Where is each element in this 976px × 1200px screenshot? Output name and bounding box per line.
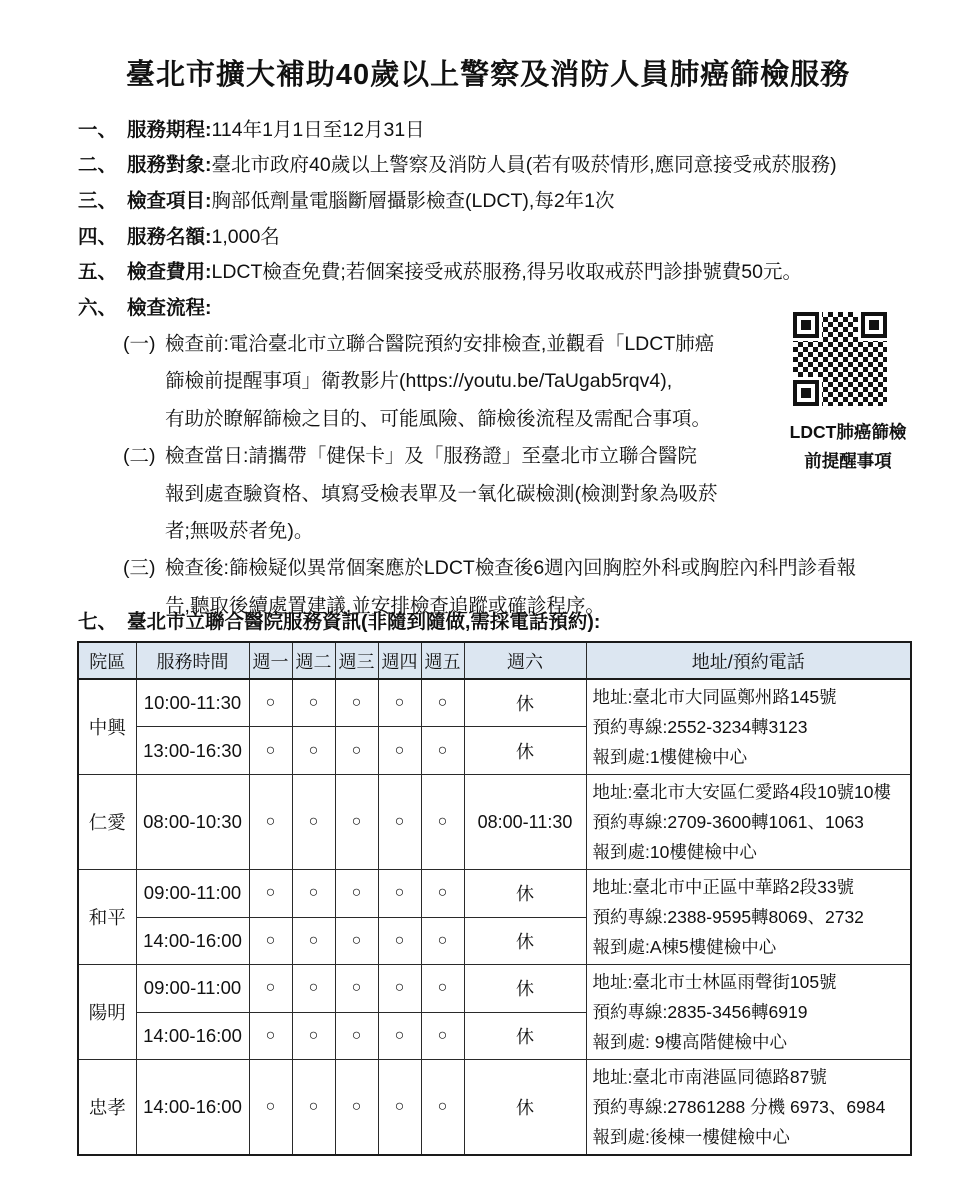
- address-line: 報到處:後棟一樓健檢中心: [592, 1127, 790, 1147]
- list-item: [78, 252, 938, 288]
- day-cell: ○: [421, 965, 464, 1013]
- item-text: 1,000名: [211, 225, 280, 248]
- subitem-line: 檢查前:電洽臺北市立聯合醫院預約安排檢查,並觀看「LDCT肺癌: [165, 333, 715, 355]
- table-row: [78, 870, 911, 918]
- day-cell: ○: [378, 870, 421, 918]
- campus-cell: 和平: [78, 870, 136, 965]
- item-text: 胸部低劑量電腦斷層攝影檢查(LDCT),每2年1次: [211, 189, 615, 212]
- address-line: 地址:臺北市大安區仁愛路4段10號10樓: [592, 782, 892, 802]
- day-cell: ○: [378, 727, 421, 775]
- header-sat: 週六: [464, 642, 586, 679]
- day-cell: ○: [292, 1060, 335, 1156]
- subitem-marker: (二): [123, 445, 156, 468]
- address-cell: [586, 1060, 911, 1156]
- day-cell: ○: [292, 679, 335, 727]
- item-label: 服務對象:: [127, 154, 212, 177]
- time-cell: 14:00-16:00: [136, 1060, 249, 1156]
- item-text: 114年1月1日至12月31日: [211, 118, 425, 141]
- service-table: [77, 641, 912, 1156]
- item-number: 二、: [78, 154, 118, 177]
- day-cell: ○: [335, 775, 378, 870]
- day-cell: ○: [292, 870, 335, 918]
- saturday-cell: 08:00-11:30: [464, 775, 586, 870]
- saturday-cell: 休: [464, 965, 586, 1013]
- campus-cell: 忠孝: [78, 1060, 136, 1156]
- time-cell: 09:00-11:00: [136, 965, 249, 1013]
- qr-finder-icon: [861, 312, 887, 338]
- item-label: 檢查費用:: [127, 261, 212, 284]
- day-cell: ○: [335, 727, 378, 775]
- address-line: 預約專線:27861288 分機 6973、6984: [592, 1097, 886, 1117]
- page-title: 臺北市擴大補助40歲以上警察及消防人員肺癌篩檢服務: [125, 59, 851, 91]
- address-line: 地址:臺北市中正區中華路2段33號: [592, 877, 855, 897]
- day-cell: ○: [378, 1060, 421, 1156]
- day-cell: ○: [335, 965, 378, 1013]
- campus-cell: 中興: [78, 679, 136, 775]
- list-item: [78, 181, 938, 217]
- day-cell: ○: [292, 727, 335, 775]
- time-cell: 14:00-16:00: [136, 1012, 249, 1060]
- item-label: 檢查項目:: [127, 189, 212, 212]
- table-row: [78, 679, 911, 727]
- table-row: [78, 1060, 911, 1156]
- subitem-marker: (三): [123, 557, 156, 580]
- day-cell: ○: [292, 917, 335, 965]
- item-label: 檢查流程:: [127, 296, 212, 319]
- day-cell: ○: [421, 917, 464, 965]
- section-seven-title: 臺北市立聯合醫院服務資訊(非隨到隨做,需採電話預約):: [127, 611, 601, 633]
- address-line: 報到處:1樓健檢中心: [592, 747, 748, 767]
- saturday-cell: 休: [464, 1060, 586, 1156]
- address-line: 預約專線:2709-3600轉1061、1063: [592, 812, 864, 832]
- campus-cell: 陽明: [78, 965, 136, 1060]
- day-cell: ○: [421, 679, 464, 727]
- day-cell: ○: [378, 775, 421, 870]
- day-cell: ○: [335, 1060, 378, 1156]
- qr-code-icon: [793, 312, 887, 406]
- day-cell: ○: [249, 870, 292, 918]
- address-line: 預約專線:2552-3234轉3123: [592, 717, 808, 737]
- day-cell: ○: [292, 965, 335, 1013]
- subitem-line: 者;無吸菸者免)。: [165, 520, 314, 543]
- subitem-line: 報到處查驗資格、填寫受檢表單及一氧化碳檢測(檢測對象為吸菸: [165, 482, 718, 505]
- item-number: 七、: [78, 611, 118, 633]
- address-line: 報到處:10樓健檢中心: [592, 842, 757, 862]
- address-line: 報到處:A棟5樓健檢中心: [592, 937, 777, 957]
- address-line: 報到處: 9樓高階健檢中心: [592, 1032, 787, 1052]
- day-cell: ○: [378, 1012, 421, 1060]
- time-cell: 10:00-11:30: [136, 679, 249, 727]
- saturday-cell: 休: [464, 917, 586, 965]
- day-cell: ○: [378, 917, 421, 965]
- address-cell: [586, 775, 911, 870]
- qr-caption: [778, 418, 918, 476]
- saturday-cell: 休: [464, 870, 586, 918]
- subitem-line: 檢查當日:請攜帶「健保卡」及「服務證」至臺北市立聯合醫院: [165, 445, 697, 468]
- campus-cell: 仁愛: [78, 775, 136, 870]
- day-cell: ○: [421, 1060, 464, 1156]
- address-line: 地址:臺北市南港區同德路87號: [592, 1067, 827, 1087]
- header-fri: 週五: [421, 642, 464, 679]
- item-label: 服務期程:: [127, 118, 212, 141]
- item-text: LDCT檢查免費;若個案接受戒菸服務,得另收取戒菸門診掛號費50元。: [211, 261, 802, 284]
- address-cell: [586, 870, 911, 965]
- item-number: 五、: [78, 261, 118, 284]
- saturday-cell: 休: [464, 1012, 586, 1060]
- day-cell: ○: [249, 965, 292, 1013]
- item-text: 臺北市政府40歲以上警察及消防人員(若有吸菸情形,應同意接受戒菸服務): [211, 154, 837, 177]
- address-cell: [586, 679, 911, 775]
- header-address: 地址/預約電話: [586, 642, 911, 679]
- header-campus: 院區: [78, 642, 136, 679]
- day-cell: ○: [335, 917, 378, 965]
- day-cell: ○: [335, 679, 378, 727]
- numbered-list: [78, 110, 938, 324]
- subitem-marker: (一): [123, 333, 156, 355]
- header-time: 服務時間: [136, 642, 249, 679]
- day-cell: ○: [421, 775, 464, 870]
- day-cell: ○: [378, 965, 421, 1013]
- day-cell: ○: [249, 679, 292, 727]
- item-number: 六、: [78, 296, 118, 319]
- header-mon: 週一: [249, 642, 292, 679]
- day-cell: ○: [249, 775, 292, 870]
- day-cell: ○: [335, 1012, 378, 1060]
- time-cell: 14:00-16:00: [136, 917, 249, 965]
- qr-finder-icon: [793, 380, 819, 406]
- address-line: 地址:臺北市大同區鄭州路145號: [592, 687, 837, 707]
- day-cell: ○: [249, 1060, 292, 1156]
- day-cell: ○: [378, 679, 421, 727]
- subitem-line: 有助於瞭解篩檢之目的、可能風險、篩檢後流程及需配合事項。: [165, 407, 712, 430]
- header-thu: 週四: [378, 642, 421, 679]
- time-cell: 08:00-10:30: [136, 775, 249, 870]
- list-item: [78, 146, 938, 182]
- qr-block: [789, 312, 917, 471]
- time-cell: 13:00-16:30: [136, 727, 249, 775]
- address-line: 預約專線:2835-3456轉6919: [592, 1002, 808, 1022]
- day-cell: ○: [335, 870, 378, 918]
- item-label: 服務名額:: [127, 225, 212, 248]
- qr-caption-line: 前提醒事項: [804, 451, 892, 471]
- header-tue: 週二: [292, 642, 335, 679]
- day-cell: ○: [421, 727, 464, 775]
- item-number: 三、: [78, 189, 118, 212]
- table-header-row: [78, 642, 911, 679]
- saturday-cell: 休: [464, 727, 586, 775]
- time-cell: 09:00-11:00: [136, 870, 249, 918]
- item-number: 四、: [78, 225, 118, 248]
- subitem-line: 告,聽取後續處置建議,並安排檢查追蹤或確診程序。: [165, 594, 605, 617]
- list-item: [78, 110, 938, 146]
- header-wed: 週三: [335, 642, 378, 679]
- table-row: [78, 775, 911, 870]
- qr-caption-line: LDCT肺癌篩檢: [789, 422, 907, 442]
- day-cell: ○: [421, 870, 464, 918]
- saturday-cell: 休: [464, 679, 586, 727]
- day-cell: ○: [292, 1012, 335, 1060]
- subitem-line: 檢查後:篩檢疑似異常個案應於LDCT檢查後6週內回胸腔外科或胸腔內科門診看報: [165, 557, 857, 580]
- table-row: [78, 965, 911, 1013]
- list-item: [78, 217, 938, 253]
- day-cell: ○: [249, 1012, 292, 1060]
- day-cell: ○: [421, 1012, 464, 1060]
- address-line: 預約專線:2388-9595轉8069、2732: [592, 907, 864, 927]
- day-cell: ○: [249, 917, 292, 965]
- section-seven-heading: [78, 606, 600, 634]
- day-cell: ○: [292, 775, 335, 870]
- subitem-line: 篩檢前提醒事項」衛教影片(https://youtu.be/TaUgab5rqv4),: [165, 370, 673, 393]
- item-number: 一、: [78, 118, 118, 141]
- address-cell: [586, 965, 911, 1060]
- address-line: 地址:臺北市士林區雨聲街105號: [592, 972, 837, 992]
- qr-finder-icon: [793, 312, 819, 338]
- day-cell: ○: [249, 727, 292, 775]
